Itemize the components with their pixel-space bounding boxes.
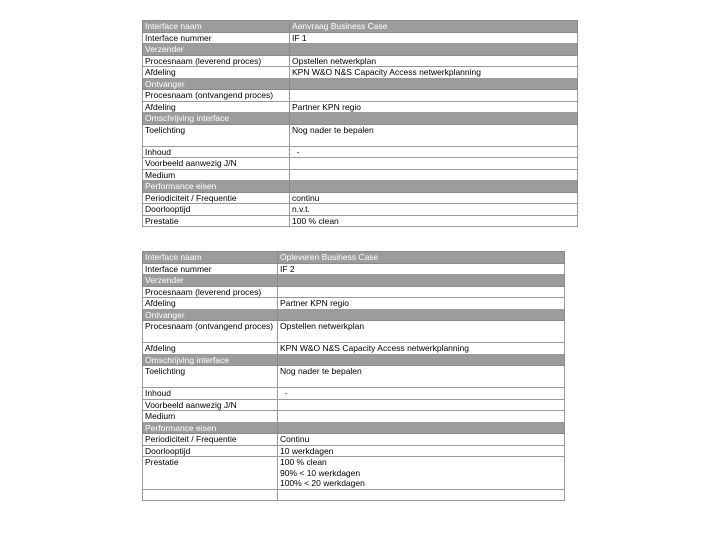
field-label: Afdeling bbox=[143, 67, 290, 79]
field-label: Medium bbox=[143, 411, 278, 423]
table-row bbox=[143, 298, 565, 310]
section-header-label: Interface naam bbox=[143, 21, 290, 33]
section-header-label: Performance eisen bbox=[143, 422, 278, 434]
field-value: Partner KPN regio bbox=[290, 101, 578, 113]
field-label: Prestatie bbox=[143, 215, 290, 227]
section-header-row bbox=[143, 422, 565, 434]
section-header-value bbox=[278, 309, 565, 321]
field-label: Procesnaam (leverend proces) bbox=[143, 286, 278, 298]
section-header-row bbox=[143, 181, 578, 193]
field-value: Continu bbox=[278, 434, 565, 446]
section-header-value bbox=[278, 354, 565, 366]
table-row bbox=[143, 399, 565, 411]
interface-table-2 bbox=[142, 251, 565, 501]
field-label: Doorlooptijd bbox=[143, 204, 290, 216]
field-value: Nog nader te bepalen bbox=[278, 366, 565, 388]
section-header-label: Ontvanger bbox=[143, 309, 278, 321]
field-value: 10 werkdagen bbox=[278, 445, 565, 457]
field-label: Procesnaam (ontvangend proces) bbox=[143, 90, 290, 102]
field-label bbox=[143, 489, 278, 501]
table-row bbox=[143, 55, 578, 67]
section-header-row bbox=[143, 44, 578, 56]
field-label: Periodiciteit / Frequentie bbox=[143, 434, 278, 446]
section-header-row bbox=[143, 21, 578, 33]
field-value: Opstellen netwerkplan bbox=[278, 321, 565, 343]
table-row bbox=[143, 457, 565, 490]
table-row bbox=[143, 263, 565, 275]
field-value: n.v.t. bbox=[290, 204, 578, 216]
table-row bbox=[143, 489, 565, 501]
section-header-label: Verzender bbox=[143, 44, 290, 56]
field-label: Voorbeeld aanwezig J/N bbox=[143, 158, 290, 170]
section-header-label: Verzender bbox=[143, 275, 278, 287]
field-label: Voorbeeld aanwezig J/N bbox=[143, 399, 278, 411]
table-body-2 bbox=[143, 252, 565, 501]
field-value bbox=[290, 169, 578, 181]
field-label: Periodiciteit / Frequentie bbox=[143, 192, 290, 204]
interface-table-1 bbox=[142, 20, 578, 227]
section-header-label: Ontvanger bbox=[143, 78, 290, 90]
table-row bbox=[143, 366, 565, 388]
field-label: Interface nummer bbox=[143, 263, 278, 275]
field-value: Partner KPN regio bbox=[278, 298, 565, 310]
field-label: Afdeling bbox=[143, 298, 278, 310]
field-label: Toelichting bbox=[143, 366, 278, 388]
table-row bbox=[143, 169, 578, 181]
section-header-value bbox=[290, 44, 578, 56]
field-value: Nog nader te bepalen bbox=[290, 124, 578, 146]
field-label: Interface nummer bbox=[143, 32, 290, 44]
section-header-label: Omschrijving interface bbox=[143, 113, 290, 125]
field-value: - bbox=[290, 146, 578, 158]
section-header-value bbox=[290, 181, 578, 193]
field-label: Afdeling bbox=[143, 343, 278, 355]
table-row bbox=[143, 204, 578, 216]
section-header-row bbox=[143, 309, 565, 321]
field-value bbox=[290, 90, 578, 102]
table-row bbox=[143, 124, 578, 146]
section-header-value bbox=[278, 422, 565, 434]
section-header-value: Aanvraag Business Case bbox=[290, 21, 578, 33]
field-value: 100 % clean 90% < 10 werkdagen 100% < 20 werkdagen bbox=[278, 457, 565, 490]
section-header-label: Interface naam bbox=[143, 252, 278, 264]
table-row bbox=[143, 411, 565, 423]
section-header-label: Performance eisen bbox=[143, 181, 290, 193]
field-label: Inhoud bbox=[143, 146, 290, 158]
field-label: Toelichting bbox=[143, 124, 290, 146]
table-row bbox=[143, 215, 578, 227]
table-row bbox=[143, 445, 565, 457]
table-row bbox=[143, 146, 578, 158]
section-header-row bbox=[143, 275, 565, 287]
table-row bbox=[143, 101, 578, 113]
section-header-row bbox=[143, 78, 578, 90]
section-header-value bbox=[290, 78, 578, 90]
field-label: Afdeling bbox=[143, 101, 290, 113]
field-label: Procesnaam (ontvangend proces) bbox=[143, 321, 278, 343]
table-row bbox=[143, 67, 578, 79]
table-row bbox=[143, 158, 578, 170]
table-row bbox=[143, 434, 565, 446]
table-row bbox=[143, 286, 565, 298]
section-header-value: Opleveren Business Case bbox=[278, 252, 565, 264]
section-header-row bbox=[143, 252, 565, 264]
section-header-row bbox=[143, 354, 565, 366]
section-header-value bbox=[290, 113, 578, 125]
table-row bbox=[143, 90, 578, 102]
section-header-label: Omschrijving interface bbox=[143, 354, 278, 366]
field-label: Procesnaam (leverend proces) bbox=[143, 55, 290, 67]
field-value: continu bbox=[290, 192, 578, 204]
field-value: KPN W&O N&S Capacity Access netwerkplanning bbox=[278, 343, 565, 355]
table-row bbox=[143, 388, 565, 400]
field-value: KPN W&O N&S Capacity Access netwerkplanning bbox=[290, 67, 578, 79]
table-row bbox=[143, 32, 578, 44]
field-value: IF 2 bbox=[278, 263, 565, 275]
field-label: Inhoud bbox=[143, 388, 278, 400]
field-value bbox=[278, 286, 565, 298]
table-body-1 bbox=[143, 21, 578, 227]
field-label: Medium bbox=[143, 169, 290, 181]
field-value bbox=[278, 489, 565, 501]
table-row bbox=[143, 321, 565, 343]
field-value: Opstellen netwerkplan bbox=[290, 55, 578, 67]
field-value bbox=[278, 411, 565, 423]
field-value: - bbox=[278, 388, 565, 400]
field-value: IF 1 bbox=[290, 32, 578, 44]
table-row bbox=[143, 192, 578, 204]
field-value bbox=[290, 158, 578, 170]
field-value bbox=[278, 399, 565, 411]
field-label: Doorlooptijd bbox=[143, 445, 278, 457]
section-header-row bbox=[143, 113, 578, 125]
table-row bbox=[143, 343, 565, 355]
field-label: Prestatie bbox=[143, 457, 278, 490]
section-header-value bbox=[278, 275, 565, 287]
field-value: 100 % clean bbox=[290, 215, 578, 227]
